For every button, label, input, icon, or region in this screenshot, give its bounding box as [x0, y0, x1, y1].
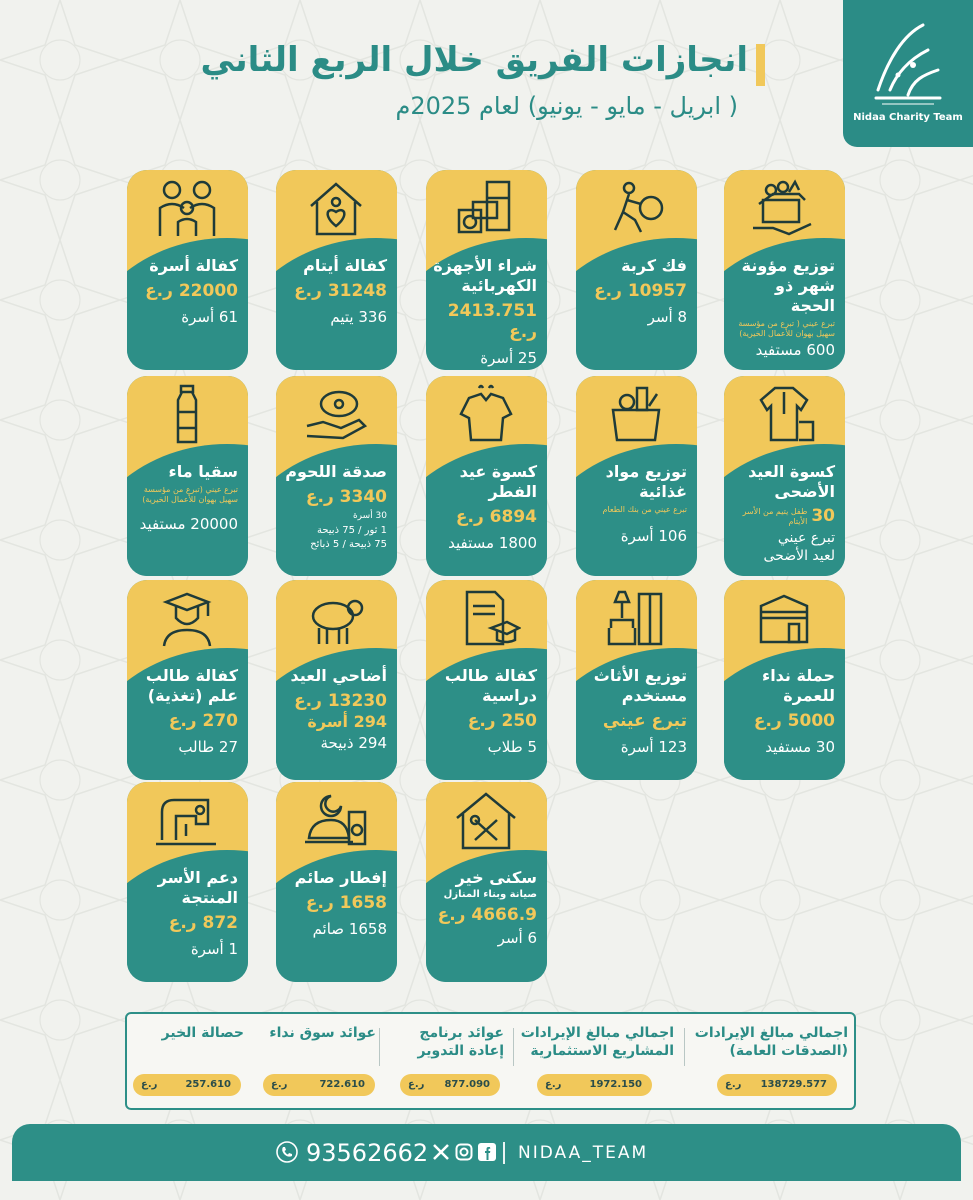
card-title: كسوة عيد الفطر [459, 462, 537, 501]
sewing-machine-icon [152, 790, 222, 852]
groceries-icon [601, 384, 671, 446]
card-adha-clothes [724, 376, 845, 576]
summary-divider [379, 1028, 380, 1066]
card-note: تبرع عيني (تبرع من مؤسسة سهيل بهوان للأعمال الخيرية) [142, 485, 238, 504]
card-title: توزيع مواد غذائية [605, 462, 687, 501]
relief-icon [601, 178, 671, 240]
page-subtitle: ( ابريل - مايو - يونيو) لعام 2025م [395, 92, 738, 120]
card-title: توزيع الأثاث مستخدم [593, 666, 687, 705]
dishdasha-icon [749, 384, 819, 446]
card-amount: 2413.751 ر.ع [447, 301, 537, 342]
card-amount: 1658 ر.ع [305, 893, 387, 913]
summary-divider [513, 1028, 514, 1066]
card-count: 20000 مستفيد [139, 515, 238, 533]
kaaba-icon [749, 588, 819, 650]
card-amount: 250 ر.ع [467, 711, 537, 731]
summary-value-general-donations: ر.ع 138729.577 [717, 1074, 837, 1096]
logo-underline [843, 126, 973, 133]
card-meat-charity [276, 376, 397, 576]
logo-calligraphy-icon [868, 20, 948, 108]
card-line1: 1 ثور / 75 ذبيحة [316, 525, 387, 536]
card-count: 123 أسرة [620, 738, 687, 756]
card-amount: 872 ر.ع [168, 913, 238, 933]
card-count: 1658 صائم [312, 920, 387, 938]
summary-label-charity-box: حصالة الخير [161, 1025, 244, 1041]
card-title: أضاحي العيد [290, 666, 387, 685]
card-title: كسوة العيد الأضحى [748, 462, 835, 501]
logo [843, 0, 973, 147]
card-highlight: 30 [811, 506, 835, 526]
summary-label-nidaa-market: عوائد سوق نداء [269, 1025, 376, 1041]
summary-value-recycling: ر.ع 877.090 [400, 1074, 500, 1096]
family-icon [152, 178, 222, 240]
instagram-icon[interactable] [455, 1143, 473, 1161]
card-count: 61 أسرة [181, 308, 238, 326]
x-icon[interactable] [432, 1143, 450, 1161]
card-amount: 5000 ر.ع [753, 711, 835, 731]
card-food-items [576, 376, 697, 576]
card-title: سقيا ماء [168, 462, 238, 481]
clothes-icon [451, 384, 521, 446]
card-study [426, 580, 547, 780]
sheep-icon [301, 588, 371, 650]
card-amount: 13230 ر.ع [294, 691, 387, 711]
card-count: 336 يتيم [330, 308, 387, 326]
house-tools-icon [451, 790, 521, 852]
card-orphans [276, 170, 397, 370]
card-count: 600 مستفيد [755, 341, 835, 359]
footer-divider [503, 1142, 505, 1164]
iftar-icon [301, 790, 371, 852]
summary-value-investment: ر.ع 1972.150 [537, 1074, 652, 1096]
summary-value-charity-box: ر.ع 257.610 [133, 1074, 241, 1096]
card-student-feeding [127, 580, 248, 780]
card-amount-secondary: 294 أسرة [307, 712, 387, 731]
house-heart-icon [301, 178, 371, 240]
card-eid-fitr-clothes [426, 376, 547, 576]
card-note: تبرع عيني من بنك الطعام [602, 505, 687, 514]
card-line1: تبرع عيني [777, 530, 835, 546]
card-title: إفطار صائم [294, 868, 387, 887]
card-amount: 6894 ر.ع [455, 507, 537, 527]
card-title: سكنى خير [455, 868, 537, 887]
card-note: تبرع عيني ( تبرع من مؤسسة سهيل بهوان للأعمال الخيرية) [738, 319, 835, 338]
card-iftar [276, 782, 397, 982]
card-amount: 4666.9 ر.ع [437, 905, 537, 925]
card-title: توزيع مؤونة شهر ذو الحجة [741, 256, 835, 315]
summary-label-general-donations: اجمالي مبالغ الإيرادات (الصدقات العامة) [694, 1025, 848, 1059]
card-title: صدقة اللحوم [285, 462, 387, 481]
summary-value-nidaa-market: ر.ع 722.610 [263, 1074, 375, 1096]
card-count: 6 أسر [497, 929, 537, 947]
study-docs-icon [451, 588, 521, 650]
card-count: 5 طلاب [487, 738, 537, 756]
summary-label-investment: اجمالي مبالغ الإيرادات المشاريع الاستثمارية [520, 1025, 674, 1059]
card-productive-families [127, 782, 248, 982]
page-title: انجازات الفريق خلال الربع الثاني [200, 40, 748, 80]
card-note: 30 أسرة [352, 511, 387, 521]
card-amount: 10957 ر.ع [594, 281, 687, 301]
food-box-icon [749, 178, 819, 240]
water-bottle-icon [152, 384, 222, 446]
card-title: دعم الأسر المنتجة [157, 868, 238, 907]
card-count: 294 ذبيحة [320, 734, 387, 752]
card-subtitle: صيانة وبناء المنازل [443, 889, 537, 900]
card-count: 30 مستفيد [765, 738, 835, 756]
card-title: شراء الأجهزة الكهربائية [433, 256, 537, 295]
card-title: كفالة أسرة [149, 256, 238, 275]
card-title: حملة نداء للعمرة [762, 666, 835, 705]
appliances-icon [451, 178, 521, 240]
card-eid-sacrifice [276, 580, 397, 780]
card-line2: لعيد الأضحى [763, 548, 835, 564]
card-amount: 22000 ر.ع [145, 281, 238, 301]
card-title: فك كربة [621, 256, 687, 275]
card-housing [426, 782, 547, 982]
card-relief [576, 170, 697, 370]
card-amount: تبرع عيني [602, 711, 687, 731]
card-title: كفالة طالب دراسية [444, 666, 537, 705]
card-family [127, 170, 248, 370]
card-count: 25 أسرة [480, 349, 537, 367]
card-highlight-row [728, 506, 835, 527]
card-amount: 31248 ر.ع [294, 281, 387, 301]
card-count: 8 أسر [647, 308, 687, 326]
summary-label-recycling: عوائد برنامج إعادة التدوير [417, 1025, 504, 1059]
meat-hand-icon [301, 384, 371, 446]
card-line2: 75 ذبيحة / 5 ذبائح [310, 539, 387, 550]
card-amount: 270 ر.ع [168, 711, 238, 731]
card-count: 106 أسرة [620, 527, 687, 545]
card-umrah [724, 580, 845, 780]
card-note: طفل يتيم من الأسر الأيتام [742, 506, 808, 526]
card-appliances [426, 170, 547, 370]
card-title: كفالة طالب علم (تغذية) [145, 666, 238, 705]
card-furniture [576, 580, 697, 780]
footer-handle[interactable]: NIDAA_TEAM [518, 1143, 649, 1163]
furniture-icon [601, 588, 671, 650]
footer-phone[interactable]: 93562662 [306, 1139, 429, 1167]
card-water [127, 376, 248, 576]
card-count: 27 طالب [178, 738, 238, 756]
title-accent [756, 44, 765, 86]
revenue-summary [125, 1012, 856, 1110]
summary-divider [684, 1028, 685, 1066]
facebook-icon[interactable] [478, 1143, 496, 1161]
phone-icon [276, 1141, 298, 1163]
card-count: 1 أسرة [190, 940, 238, 958]
card-count: 1800 مستفيد [448, 534, 537, 552]
card-amount: 3340 ر.ع [305, 487, 387, 507]
card-food-supplies [724, 170, 845, 370]
graduate-icon [152, 588, 222, 650]
logo-name: Nidaa Charity Team [853, 112, 963, 123]
card-title: كفالة أيتام [303, 256, 387, 275]
